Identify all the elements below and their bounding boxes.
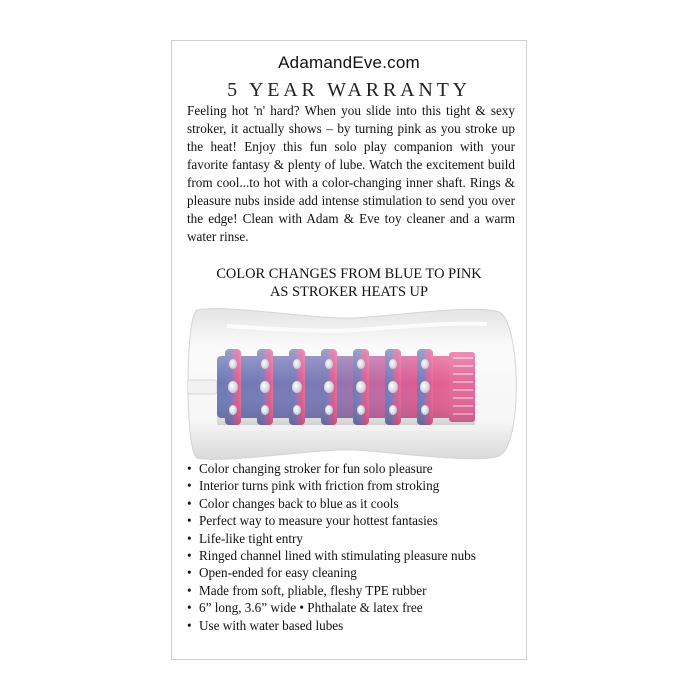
feature-item: • Color changing stroker for fun solo pleasure	[187, 460, 523, 477]
headline-line-1: COLOR CHANGES FROM BLUE TO PINK	[216, 266, 482, 282]
feature-item: • Interior turns pink with friction from stroking	[187, 477, 523, 494]
feature-list	[187, 460, 523, 634]
feature-item: • Color changes back to blue as it cools	[187, 495, 523, 512]
feature-item: • Open-ended for easy cleaning	[187, 564, 523, 581]
warranty-heading: 5 YEAR WARRANTY	[227, 79, 471, 101]
feature-item: • Use with water based lubes	[187, 617, 523, 634]
feature-item: • Life-like tight entry	[187, 530, 523, 547]
feature-item: • 6” long, 3.6” wide • Phthalate & latex free	[187, 599, 523, 616]
stroker-cutaway-illustration	[187, 304, 521, 464]
feature-item: • Made from soft, pliable, fleshy TPE rubber	[187, 582, 523, 599]
color-changing-shaft	[217, 349, 475, 425]
product-description: Feeling hot 'n' hard? When you slide into this tight & sexy stroker, it actually shows – by turning pink as you stroke up the heat! Enjoy this fun solo play companion with your favorite fantasy & plenty of lube. Watch the excitement build from cool...to hot with a color-changing inner shaft. Rings & pleasure nubs inside add intense stimulation to send you over the edge! Clean with Adam & Eve toy cleaner and a warm water rinse.	[187, 103, 515, 244]
headline-line-2: AS STROKER HEATS UP	[270, 284, 428, 300]
feature-item: • Ringed channel lined with stimulating pleasure nubs	[187, 547, 523, 564]
color-change-headline	[172, 265, 526, 301]
website-url: AdamandEve.com	[278, 53, 420, 72]
product-card	[171, 40, 527, 660]
shaft-entry	[187, 380, 217, 394]
feature-item: • Perfect way to measure your hottest fantasies	[187, 512, 523, 529]
